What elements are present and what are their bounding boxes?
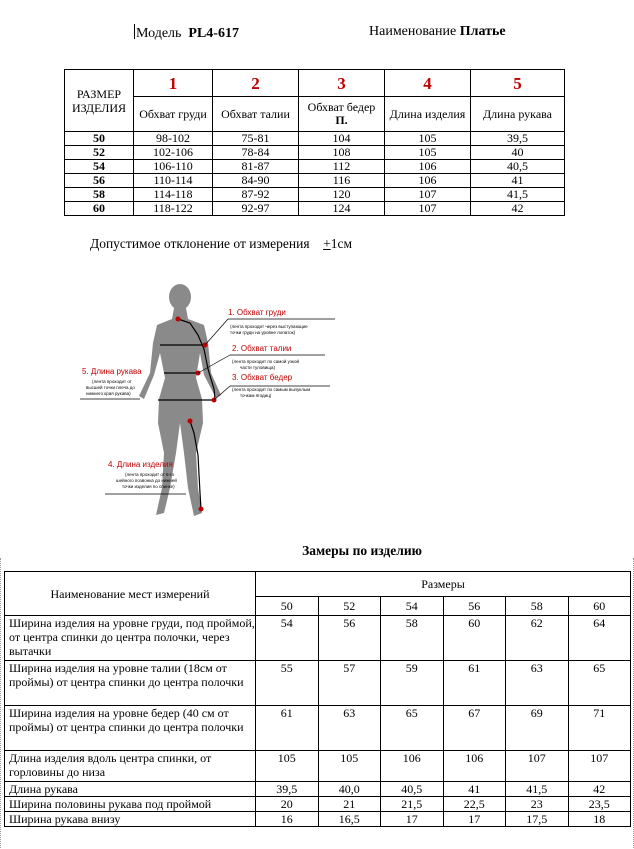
measurement-value: 17	[443, 812, 506, 827]
size-cell: 52	[65, 146, 134, 160]
size-row	[65, 174, 565, 188]
label-desc: точкам ягодиц)	[240, 393, 272, 398]
label-desc: (лента проходит от 6-го	[125, 472, 175, 477]
size-value-cell: 40,5	[471, 160, 565, 174]
size-value-cell: 87-92	[213, 188, 299, 202]
measurement-value: 40,0	[318, 782, 381, 797]
label-hips	[232, 373, 310, 398]
measurement-value: 21,5	[381, 797, 444, 812]
label-desc: (лента проходит по самым выпуклым	[232, 387, 311, 392]
size-value-cell: 98-102	[134, 132, 213, 146]
name-value: Платье	[459, 24, 506, 39]
measurement-value: 23	[506, 797, 569, 812]
size-value-cell: 104	[299, 132, 385, 146]
size-value-cell: 114-118	[134, 188, 213, 202]
measurement-value: 107	[568, 751, 631, 782]
col-label	[213, 97, 299, 132]
measurement-value: 105	[318, 751, 381, 782]
measurement-value: 107	[506, 751, 569, 782]
label-desc: нижнего края рукава)	[86, 391, 131, 396]
measurement-value: 57	[318, 661, 381, 706]
size-column-header: 60	[568, 597, 631, 616]
size-cell: 56	[65, 174, 134, 188]
measurement-value: 61	[443, 661, 506, 706]
size-value-cell: 41,5	[471, 188, 565, 202]
size-value-cell: 102-106	[134, 146, 213, 160]
measurement-value: 23,5	[568, 797, 631, 812]
measurement-row	[5, 782, 631, 797]
tolerance-note	[90, 236, 352, 252]
col-number: 5	[471, 70, 565, 97]
measurement-value: 17,5	[506, 812, 569, 827]
size-value-cell: 118-122	[134, 202, 213, 216]
measurement-name: Ширина изделия на уровне бедер (40 см от проймы) от центра спинки до центра полочки	[5, 706, 256, 751]
col-label-text: Длина изделия	[389, 106, 466, 121]
size-value-cell: 84-90	[213, 174, 299, 188]
size-value-cell: 116	[299, 174, 385, 188]
measurement-value: 71	[568, 706, 631, 751]
measurement-row	[5, 797, 631, 812]
size-column-header: 56	[443, 597, 506, 616]
measurement-value: 41	[443, 782, 506, 797]
col-number: 1	[134, 70, 213, 97]
label-sleeve	[82, 367, 142, 396]
measurement-value: 55	[256, 661, 319, 706]
label-desc: (лента проходит по самой узкой	[232, 359, 299, 364]
size-value-cell: 120	[299, 188, 385, 202]
label-desc: высшей точки плеча до	[86, 385, 135, 390]
size-table	[64, 69, 565, 216]
measurement-value: 65	[568, 661, 631, 706]
col-number: 2	[213, 70, 299, 97]
size-value-cell: 107	[385, 188, 471, 202]
measurement-value: 41,5	[506, 782, 569, 797]
measurement-row	[5, 616, 631, 661]
size-cell: 54	[65, 160, 134, 174]
measurement-value: 60	[443, 616, 506, 661]
label-chest	[228, 308, 308, 335]
measurement-row	[5, 751, 631, 782]
measurement-value: 39,5	[256, 782, 319, 797]
measurement-value: 22,5	[443, 797, 506, 812]
size-cell: 50	[65, 132, 134, 146]
measurement-value: 16,5	[318, 812, 381, 827]
measurement-value: 20	[256, 797, 319, 812]
label-desc: (лента проходит от	[92, 379, 132, 384]
model-label: Модель	[136, 26, 182, 41]
measurement-name: Ширина изделия на уровне груди, под проймой, от центра спинки до центра полочки, через вытачки	[5, 616, 256, 661]
measurement-value: 21	[318, 797, 381, 812]
size-value-cell: 81-87	[213, 160, 299, 174]
col-label-text: Обхват груди	[139, 106, 207, 121]
measurement-value: 54	[256, 616, 319, 661]
size-value-cell: 75-81	[213, 132, 299, 146]
label-title: 4. Длина изделия	[108, 460, 173, 469]
label-waist	[232, 344, 299, 370]
measurement-value: 64	[568, 616, 631, 661]
size-row	[65, 132, 565, 146]
col-label-text: Обхват бедер	[307, 100, 376, 114]
size-value-cell: 110-114	[134, 174, 213, 188]
measurement-figure	[80, 283, 370, 528]
col-label	[471, 97, 565, 132]
label-title: 5. Длина рукава	[82, 367, 142, 376]
measurement-value: 16	[256, 812, 319, 827]
size-cell: 60	[65, 202, 134, 216]
label-desc: точки изделия по спинке)	[122, 484, 175, 489]
tolerance-value: 1см	[330, 236, 352, 251]
size-value-cell: 40	[471, 146, 565, 160]
measurement-value: 58	[381, 616, 444, 661]
col-number: 3	[299, 70, 385, 97]
measurement-value: 17	[381, 812, 444, 827]
size-value-cell: 106	[385, 174, 471, 188]
text-cursor	[134, 24, 135, 39]
measurement-value: 106	[381, 751, 444, 782]
measurement-row	[5, 706, 631, 751]
plus-minus: +	[323, 236, 331, 251]
size-value-cell: 108	[299, 146, 385, 160]
size-value-cell: 124	[299, 202, 385, 216]
tolerance-text: Допустимое отклонение от измерения	[90, 236, 310, 251]
label-desc: (лента проходит через выступающие	[230, 324, 308, 329]
measurement-name: Длина рукава	[5, 782, 256, 797]
sizes-header: Размеры	[256, 572, 631, 597]
name-line	[369, 24, 506, 40]
size-header: РАЗМЕР ИЗДЕЛИЯ	[65, 70, 134, 132]
measurement-value: 63	[318, 706, 381, 751]
measurement-name: Длина изделия вдоль центра спинки, от горловины до низа	[5, 751, 256, 782]
label-title: 3. Обхват бедер	[232, 373, 293, 382]
size-column-header: 58	[506, 597, 569, 616]
col-label-text: Обхват талии	[221, 106, 290, 121]
size-rows	[65, 132, 565, 216]
measurement-value: 65	[381, 706, 444, 751]
measurement-value: 69	[506, 706, 569, 751]
size-value-cell: 78-84	[213, 146, 299, 160]
label-title: 1. Обхват груди	[228, 308, 286, 317]
measurement-value: 61	[256, 706, 319, 751]
model-line	[134, 24, 239, 42]
size-value-cell: 105	[385, 132, 471, 146]
label-desc: точки груди на уровне лопаток)	[230, 330, 296, 335]
name-label: Наименование	[369, 24, 457, 39]
measurement-value: 59	[381, 661, 444, 706]
label-title: 2. Обхват талии	[232, 344, 292, 353]
size-row	[65, 188, 565, 202]
size-value-cell: 41	[471, 174, 565, 188]
size-value-cell: 39,5	[471, 132, 565, 146]
size-value-cell: 106	[385, 160, 471, 174]
model-value: PL4-617	[188, 26, 239, 41]
measurement-row	[5, 661, 631, 706]
size-value-cell: 92-97	[213, 202, 299, 216]
measurement-value: 18	[568, 812, 631, 827]
measurements-table	[4, 571, 631, 827]
measurement-row	[5, 812, 631, 827]
measurement-value: 40,5	[381, 782, 444, 797]
measurement-value: 105	[256, 751, 319, 782]
col-number: 4	[385, 70, 471, 97]
name-header: Наименование мест измерений	[5, 572, 256, 616]
measurement-value: 42	[568, 782, 631, 797]
size-row	[65, 202, 565, 216]
measurement-name: Ширина изделия на уровне талии (18см от проймы) от центра спинки до центра полочки	[5, 661, 256, 706]
measurement-value: 63	[506, 661, 569, 706]
measurement-rows	[5, 616, 631, 827]
measurement-value: 106	[443, 751, 506, 782]
size-value-cell: 42	[471, 202, 565, 216]
size-value-cell: 112	[299, 160, 385, 174]
size-row	[65, 146, 565, 160]
measurement-value: 67	[443, 706, 506, 751]
measurements-title: Замеры по изделию	[302, 543, 422, 558]
col-label-suffix: П.	[335, 113, 348, 127]
col-label-text: Длина рукава	[483, 106, 552, 121]
col-label	[385, 97, 471, 132]
size-cell: 58	[65, 188, 134, 202]
label-desc: части туловища)	[240, 365, 275, 370]
label-desc: шейного позвонка до нижней	[116, 478, 177, 483]
size-row	[65, 160, 565, 174]
size-value-cell: 105	[385, 146, 471, 160]
col-label	[134, 97, 213, 132]
measurement-name: Ширина рукава внизу	[5, 812, 256, 827]
measurement-name: Ширина половины рукава под проймой	[5, 797, 256, 812]
col-label	[299, 97, 385, 132]
size-value-cell: 106-110	[134, 160, 213, 174]
measurement-value: 56	[318, 616, 381, 661]
measurement-value: 62	[506, 616, 569, 661]
size-value-cell: 107	[385, 202, 471, 216]
margin-guide-left	[0, 558, 1, 848]
size-column-header: 50	[256, 597, 319, 616]
size-column-header: 54	[381, 597, 444, 616]
size-column-header: 52	[318, 597, 381, 616]
label-length	[108, 460, 177, 489]
